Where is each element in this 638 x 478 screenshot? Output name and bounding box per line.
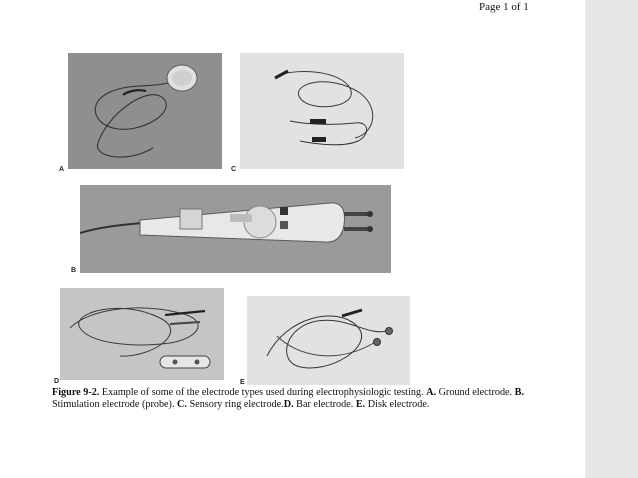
caption-d-ref: D. xyxy=(283,398,294,410)
caption-d-text: Bar electrode. xyxy=(293,398,356,410)
caption-c-text: Sensory ring electrode. xyxy=(186,398,284,410)
caption-b-ref: B. xyxy=(514,387,525,398)
page-number: Page 1 of 1 xyxy=(479,1,529,13)
photo-panel-d xyxy=(60,288,224,380)
photo-panel-b xyxy=(80,185,391,273)
panel-label-b: B xyxy=(71,267,77,274)
photo-panel-e xyxy=(247,296,410,385)
caption-a-ref: A. xyxy=(426,387,437,398)
right-sidebar-strip xyxy=(585,0,638,478)
photo-panel-c xyxy=(240,53,404,169)
bar-electrode-illustration xyxy=(60,288,224,380)
panel-label-c: C xyxy=(231,166,237,173)
stimulation-probe-illustration xyxy=(80,185,391,273)
panel-label-d: D xyxy=(54,378,60,385)
panel-label-a: A xyxy=(59,166,65,173)
caption-e-text: Disk electrode. xyxy=(365,398,430,410)
photo-panel-a xyxy=(68,53,222,169)
caption-c-ref: C. xyxy=(177,398,187,410)
caption-intro: Example of some of the electrode types used during electrophysiologic testing. xyxy=(99,387,427,398)
figure-caption xyxy=(52,387,532,410)
caption-a-text: Ground electrode. xyxy=(436,387,515,398)
ring-electrode-illustration xyxy=(240,53,404,169)
caption-e-ref: E. xyxy=(355,398,366,410)
caption-b-text: Stimulation electrode (probe). xyxy=(52,398,178,410)
caption-figure-ref: Figure 9-2. xyxy=(52,387,100,398)
panel-label-e: E xyxy=(240,379,245,386)
disk-electrode-illustration xyxy=(247,296,410,385)
ground-electrode-illustration xyxy=(68,53,222,169)
